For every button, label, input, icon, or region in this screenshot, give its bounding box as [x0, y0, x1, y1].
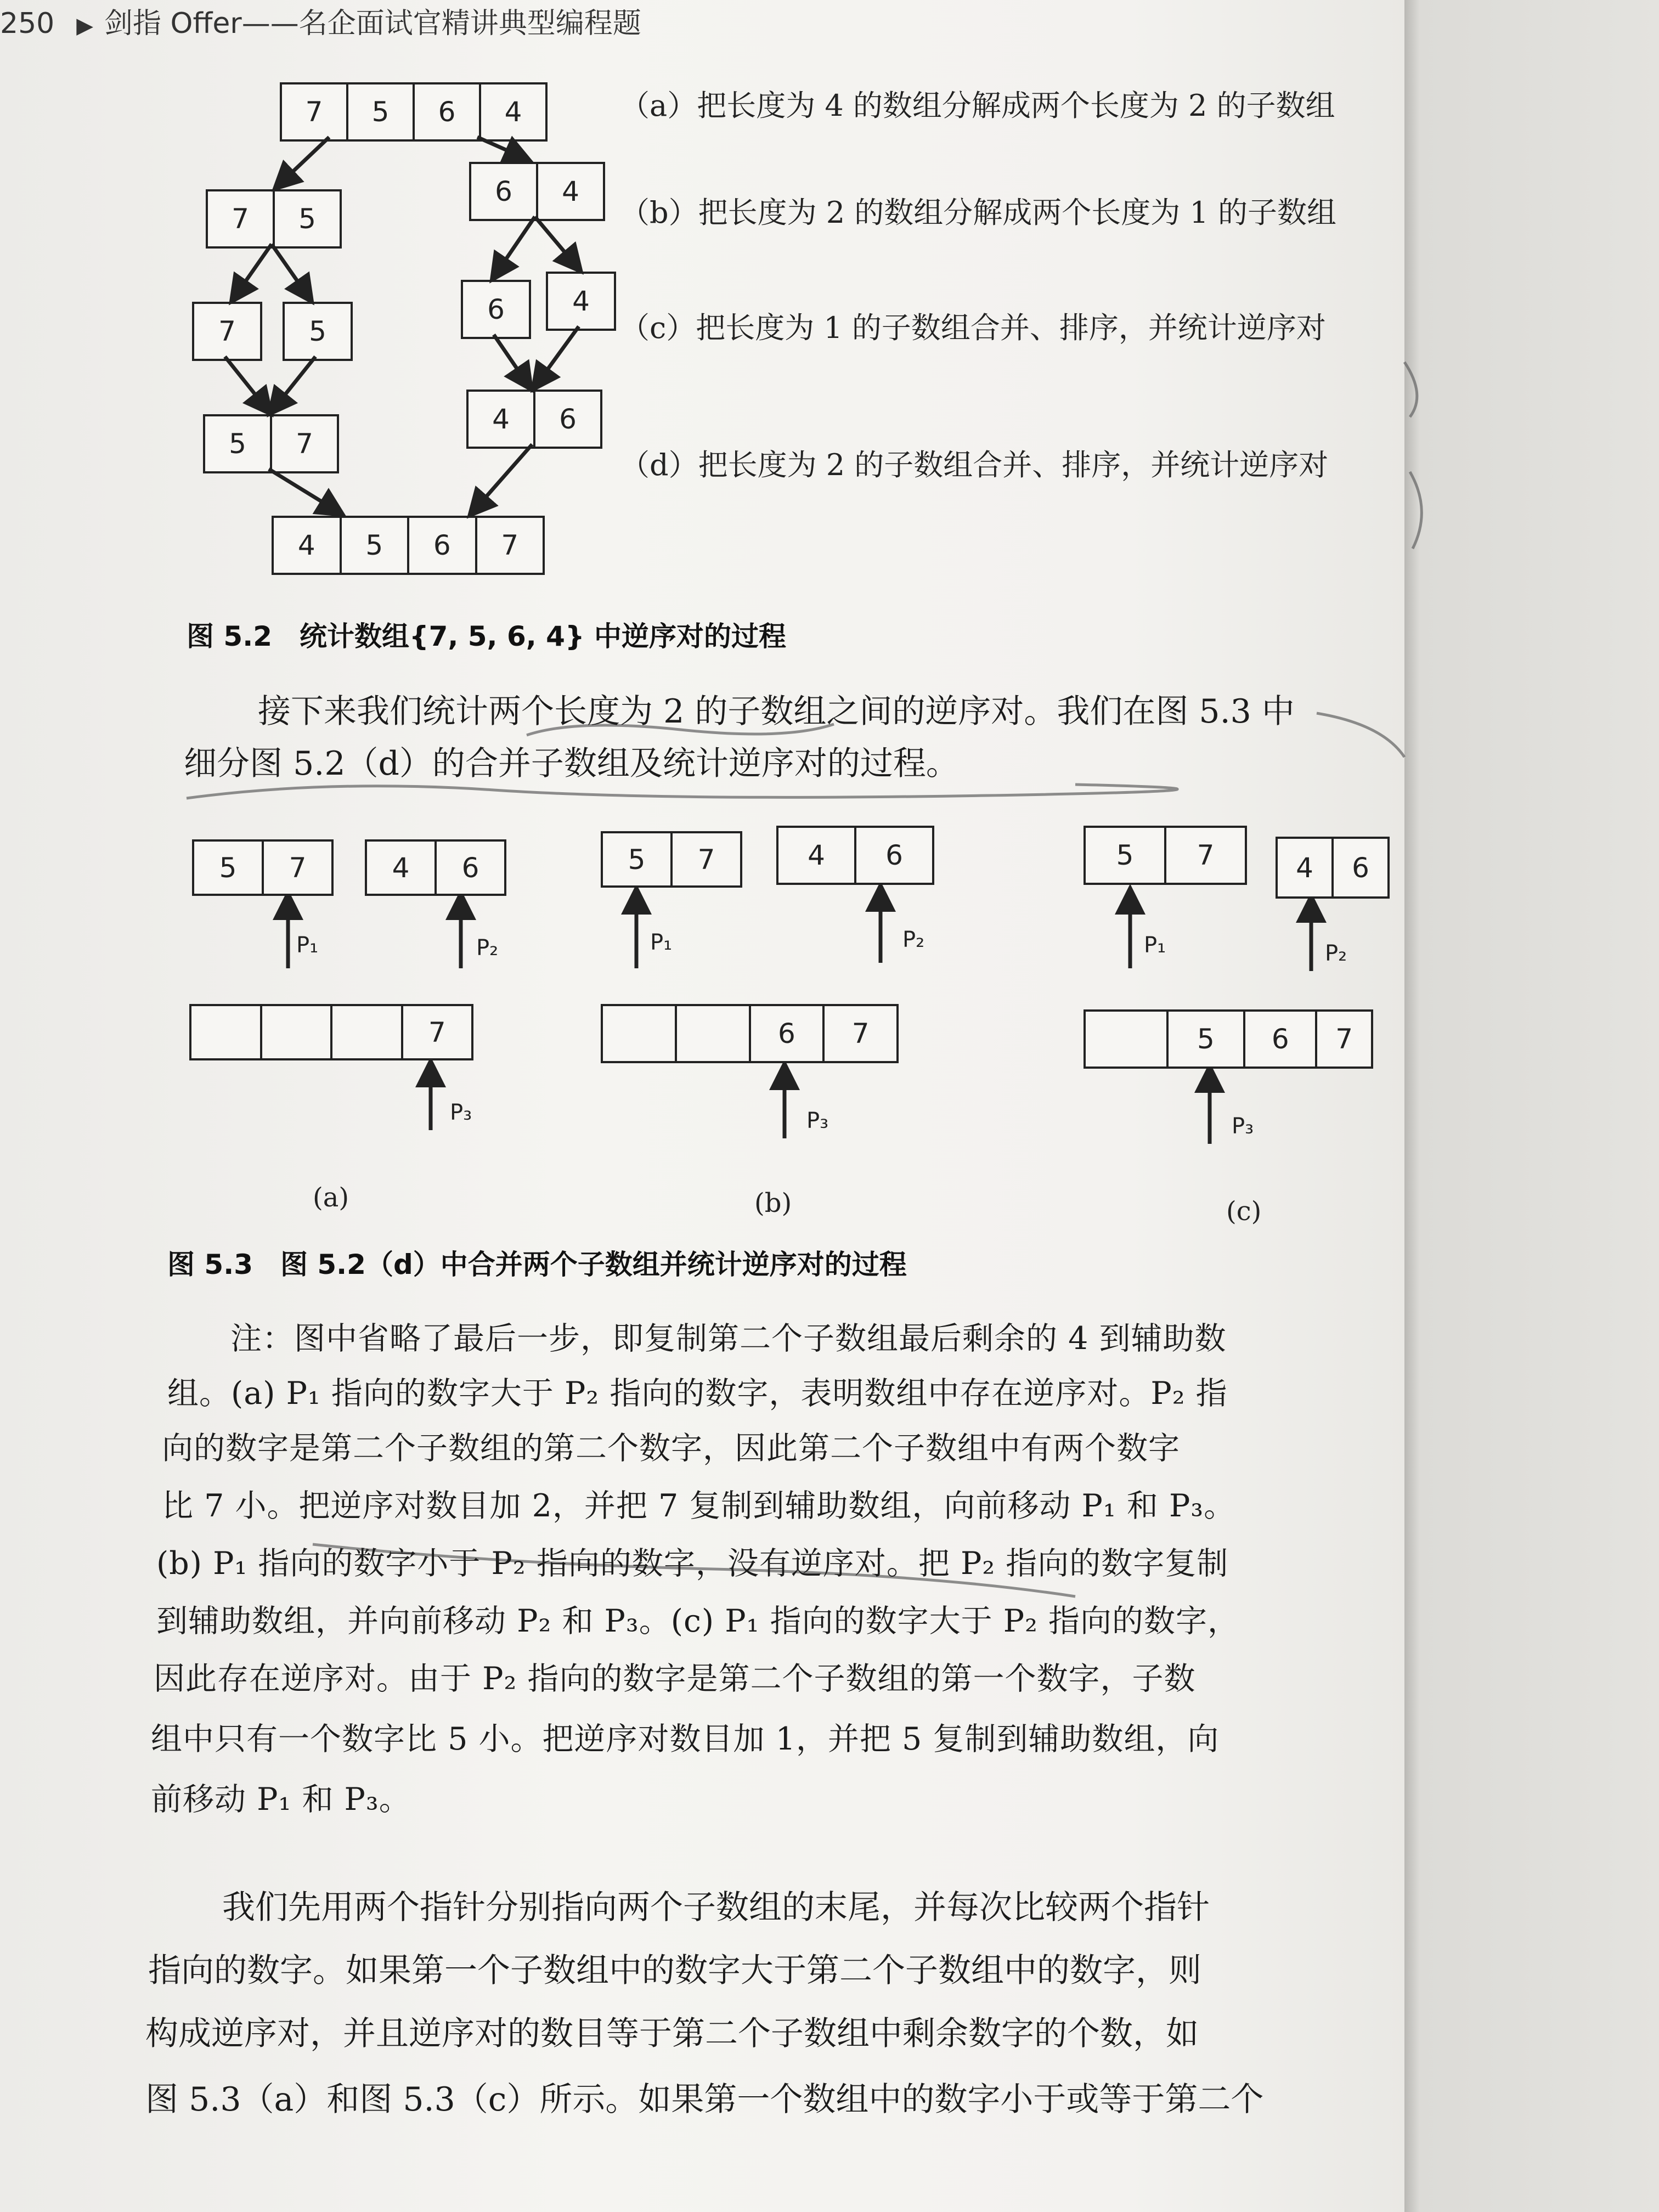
- cell: 4: [778, 828, 856, 883]
- cell: 6: [461, 851, 479, 884]
- pointer-p1-label: P₁: [296, 933, 319, 958]
- cell: [1086, 1012, 1169, 1066]
- step-b: （b）把长度为 2 的数组分解成两个长度为 1 的子数组: [620, 195, 1336, 230]
- pen-mark: [1404, 362, 1417, 417]
- panel-c-right-array: [1276, 837, 1390, 899]
- cell: 5: [1086, 828, 1166, 883]
- cell: 6: [751, 1006, 825, 1061]
- note-line: 向的数字是第二个子数组的第二个数字，因此第二个子数组中有两个数字: [162, 1430, 1180, 1466]
- note-line: 组中只有一个数字比 5 小。把逆序对数目加 1，并把 5 复制到辅助数组，向: [151, 1721, 1220, 1757]
- figure-5-2-caption: 图 5.2 统计数组{7, 5, 6, 4} 中逆序对的过程: [187, 620, 786, 652]
- triangle-icon: ▶: [76, 13, 94, 38]
- paragraph-2-line: 指向的数字。如果第一个子数组中的数字大于第二个子数组中的数字，则: [148, 1951, 1201, 1990]
- note-line: 因此存在逆序对。由于 P₂ 指向的数字是第二个子数组的第一个数字，子数: [154, 1661, 1196, 1697]
- cell: 7: [282, 84, 348, 139]
- pointer-p1-label: P₁: [1144, 933, 1166, 958]
- pointer-p3-label: P₃: [806, 1108, 829, 1133]
- arrow: [494, 217, 535, 277]
- pointer-p3-label: P₃: [1232, 1114, 1254, 1139]
- arrow: [269, 469, 340, 513]
- pointer-p2-label: P₂: [1325, 941, 1347, 966]
- cell: 6: [487, 294, 505, 325]
- panel-c-label: (c): [1226, 1196, 1262, 1227]
- cell: 7: [1197, 839, 1215, 871]
- cell: 5: [348, 84, 415, 139]
- cell: 5: [342, 518, 410, 573]
- panel-a-aux-array: [189, 1004, 473, 1060]
- cell: 6: [415, 84, 481, 139]
- cell: [332, 1006, 403, 1058]
- paragraph-2-line: 我们先用两个指针分别指向两个子数组的末尾，并每次比较两个指针: [222, 1888, 1210, 1927]
- paragraph-1-line-1: 接下来我们统计两个长度为 2 的子数组之间的逆序对。我们在图 5.3 中: [258, 692, 1295, 731]
- step-c: （c）把长度为 1 的子数组合并、排序，并统计逆序对: [620, 311, 1326, 345]
- cell: 5: [603, 833, 673, 885]
- arrow: [535, 217, 579, 269]
- cell: [603, 1006, 677, 1061]
- cell: 6: [471, 164, 538, 219]
- panel-a-label: (a): [313, 1182, 349, 1213]
- note-line: 前移动 P₁ 和 P₃。: [151, 1781, 411, 1818]
- cell: 4: [274, 518, 342, 573]
- cell: 7: [428, 1016, 446, 1048]
- panel-b-right-array: [776, 826, 934, 885]
- cell: 4: [469, 392, 535, 447]
- cell: 7: [697, 843, 715, 876]
- cell: 7: [208, 191, 275, 246]
- arrow: [477, 137, 527, 159]
- note-line: 组。(a) P₁ 指向的数字大于 P₂ 指向的数字，表明数组中存在逆序对。P₂ 指: [167, 1375, 1228, 1412]
- arrow: [472, 444, 532, 513]
- cell: 6: [559, 403, 577, 435]
- cell: 5: [194, 842, 264, 894]
- panel-a-right-array: [365, 839, 506, 896]
- book-title: 剑指 Offer——名企面试官精讲典型编程题: [104, 7, 641, 40]
- cell: 4: [562, 176, 579, 207]
- figure-5-3-caption: 图 5.3 图 5.2（d）中合并两个子数组并统计逆序对的过程: [167, 1249, 907, 1280]
- cell: 7: [218, 315, 236, 347]
- cell: 7: [296, 428, 313, 460]
- cell: 6: [885, 839, 903, 871]
- cell: [677, 1006, 751, 1061]
- arrow: [233, 244, 272, 299]
- note-line: 比 7 小。把逆序对数目加 2，并把 7 复制到辅助数组，向前移动 P₁ 和 P₃。: [162, 1488, 1236, 1524]
- arrow: [272, 244, 310, 299]
- panel-b-left-array: [601, 831, 742, 888]
- page-number: 250: [0, 7, 55, 40]
- step-a: （a）把长度为 4 的数组分解成两个长度为 2 的子数组: [620, 88, 1335, 123]
- cell: 7: [851, 1018, 870, 1049]
- cell: 7: [289, 851, 307, 884]
- panel-c-aux-array: [1084, 1009, 1373, 1069]
- cell: [191, 1006, 262, 1058]
- note-line: (b) P₁ 指向的数字小于 P₂ 指向的数字，没有逆序对。把 P₂ 指向的数字复制: [156, 1545, 1229, 1582]
- cell: 5: [298, 203, 316, 235]
- paragraph-1-line-2: 细分图 5.2（d）的合并子数组及统计逆序对的过程。: [184, 744, 959, 783]
- pen-mark: [1410, 472, 1421, 549]
- pointer-p1-label: P₁: [650, 930, 673, 955]
- cell: 5: [205, 416, 272, 471]
- cell: [262, 1006, 333, 1058]
- cell: 4: [367, 842, 437, 894]
- pointer-p2-label: P₂: [902, 927, 925, 952]
- cell: 7: [1335, 1023, 1353, 1055]
- arrow: [272, 357, 315, 411]
- cell: 4: [572, 285, 590, 317]
- panel-b-label: (b): [754, 1188, 792, 1218]
- paragraph-2-line: 图 5.3（a）和图 5.3（c）所示。如果第一个数组中的数字小于或等于第二个: [145, 2080, 1264, 2119]
- paragraph-2-line: 构成逆序对，并且逆序对的数目等于第二个子数组中剩余数字的个数，如: [145, 2015, 1199, 2053]
- cell: 4: [1278, 839, 1334, 896]
- panel-a-left-array: [192, 839, 334, 896]
- cell: 6: [409, 518, 477, 573]
- cell: 5: [309, 315, 326, 347]
- note-line: 注：图中省略了最后一步，即复制第二个子数组最后剩余的 4 到辅助数: [230, 1321, 1227, 1357]
- cell: 7: [501, 529, 519, 561]
- note-line: 到辅助数组，并向前移动 P₂ 和 P₃。(c) P₁ 指向的数字大于 P₂ 指向的数字，: [156, 1603, 1240, 1639]
- arrow: [277, 137, 329, 187]
- arrow: [225, 357, 269, 411]
- cell: 5: [1169, 1012, 1246, 1066]
- pointer-p2-label: P₂: [476, 935, 499, 961]
- panel-b-aux-array: [601, 1004, 899, 1063]
- arrow: [494, 335, 529, 387]
- cell: 4: [504, 96, 522, 128]
- cell: 6: [1245, 1012, 1317, 1066]
- pen-underline: [1317, 713, 1404, 757]
- pointer-p3-label: P₃: [450, 1100, 472, 1125]
- cell: 6: [1352, 851, 1369, 884]
- arrow: [535, 326, 579, 387]
- panel-c-left-array: [1084, 826, 1247, 885]
- step-d: （d）把长度为 2 的子数组合并、排序，并统计逆序对: [620, 448, 1329, 482]
